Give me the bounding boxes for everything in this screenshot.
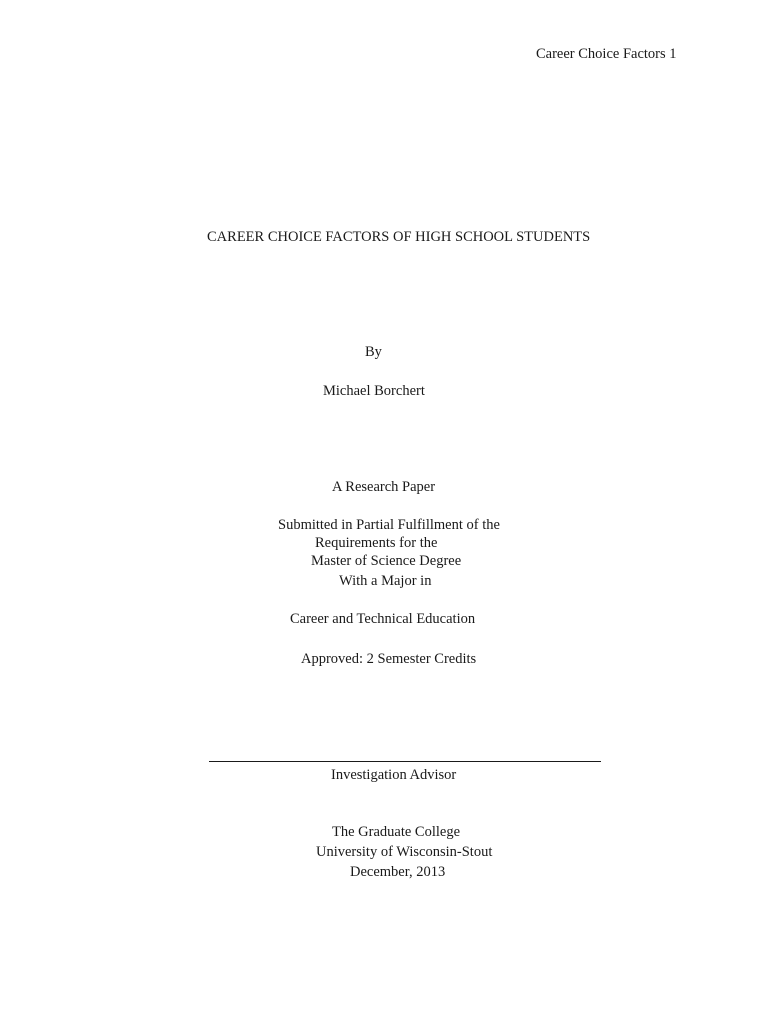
running-head: Career Choice Factors 1 <box>536 46 677 62</box>
author-name: Michael Borchert <box>323 383 425 399</box>
major-name: Career and Technical Education <box>290 611 476 627</box>
paper-type: A Research Paper <box>332 479 436 495</box>
submission-date: December, 2013 <box>350 864 446 880</box>
submission-line: Master of Science Degree <box>311 553 462 569</box>
submission-line: Submitted in Partial Fulfillment of the <box>278 517 500 533</box>
institution-line: University of Wisconsin-Stout <box>316 844 493 860</box>
submission-line: With a Major in <box>339 573 432 589</box>
institution-line: The Graduate College <box>332 824 461 840</box>
signature-line <box>209 761 601 762</box>
paper-title: CAREER CHOICE FACTORS OF HIGH SCHOOL STUDENTS <box>207 229 591 245</box>
by-label: By <box>365 344 382 360</box>
approval-credits: Approved: 2 Semester Credits <box>301 651 477 667</box>
submission-line: Requirements for the <box>315 535 438 551</box>
signature-role: Investigation Advisor <box>331 767 457 783</box>
